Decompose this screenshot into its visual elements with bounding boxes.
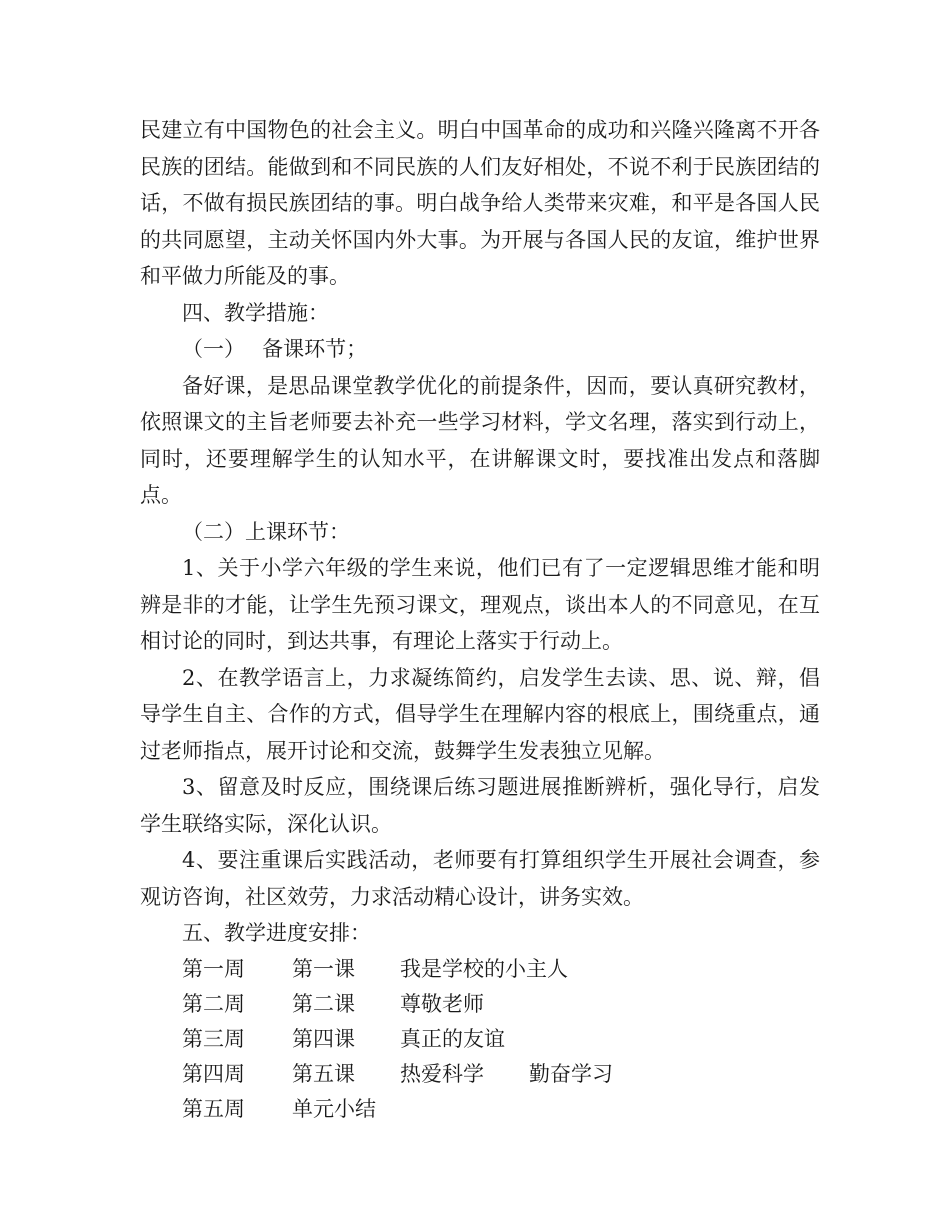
schedule-row bbox=[140, 1057, 820, 1092]
schedule-row bbox=[140, 952, 820, 987]
schedule-topic: 热爱科学 bbox=[400, 1061, 484, 1086]
paragraph-item-1: 1、关于小学六年级的学生来说，他们已有了一定逻辑思维才能和明辨是非的才能，让学生先预习课文，理观点，谈出本人的不同意见，在互相讨论的同时，到达共事，有理论上落实于行动上。 bbox=[140, 556, 820, 653]
paragraph-lesson-preparation: 备好课，是思品课堂教学优化的前提条件，因而，要认真研究教材，依照课文的主旨老师要去补充一些学习材料，学文名理，落实到行动上，同时，还要理解学生的认知水平，在讲解课文时，要找准出发点和落脚点。 bbox=[140, 373, 820, 507]
schedule-lesson: 第四课 bbox=[292, 1026, 355, 1051]
schedule-lesson: 第五课 bbox=[292, 1061, 355, 1086]
document-body bbox=[140, 112, 820, 1127]
paragraph-item-3: 3、留意及时反应，围绕课后练习题进展推断辨析，强化导行，启发学生联络实际，深化认识。 bbox=[140, 775, 820, 836]
paragraph-item-2: 2、在教学语言上，力求凝练简约，启发学生去读、思、说、辩，倡导学生自主、合作的方式，倡导学生在理解内容的根底上，围绕重点，通过老师指点，展开讨论和交流，鼓舞学生发表独立见解。 bbox=[140, 665, 820, 763]
schedule-week: 第二周 bbox=[182, 991, 245, 1016]
schedule-row bbox=[140, 987, 820, 1022]
schedule-lesson: 第一课 bbox=[292, 956, 355, 981]
heading-teaching-measures: 四、教学措施： bbox=[182, 300, 329, 325]
schedule-lesson: 单元小结 bbox=[292, 1096, 376, 1121]
schedule-list bbox=[140, 952, 820, 1127]
schedule-lesson: 第二课 bbox=[292, 991, 355, 1016]
schedule-row bbox=[140, 1092, 820, 1127]
schedule-week: 第五周 bbox=[182, 1096, 245, 1121]
schedule-row bbox=[140, 1022, 820, 1057]
heading-teaching-schedule: 五、教学进度安排： bbox=[182, 921, 371, 945]
schedule-topic: 我是学校的小主人 bbox=[400, 956, 568, 981]
subheading-class-teaching: （二）上课环节： bbox=[182, 519, 350, 544]
schedule-week: 第三周 bbox=[182, 1026, 245, 1051]
subheading-lesson-preparation: （一） 备课环节； bbox=[182, 337, 368, 361]
paragraph-goals-continued: 民建立有中国物色的社会主义。明白中国革命的成功和兴隆兴隆离不开各民族的团结。能做到和不同民族的人们友好相处，不说不利于民族团结的话，不做有损民族团结的事。明白战争给人类带来灾难，和平是各国人民的共同愿望，主动关怀国内外大事。为开展与各国人民的友谊，维护世界和平做力所能及的事。 bbox=[140, 118, 820, 288]
schedule-week: 第一周 bbox=[182, 956, 245, 981]
schedule-week: 第四周 bbox=[182, 1061, 245, 1086]
paragraph-item-4: 4、要注重课后实践活动，老师要有打算组织学生开展社会调查，参观访咨询，社区效劳，力求活动精心设计，讲务实效。 bbox=[140, 848, 820, 909]
schedule-topic-extra: 勤奋学习 bbox=[529, 1061, 613, 1086]
schedule-topic: 尊敬老师 bbox=[400, 991, 484, 1016]
schedule-topic: 真正的友谊 bbox=[400, 1026, 505, 1051]
